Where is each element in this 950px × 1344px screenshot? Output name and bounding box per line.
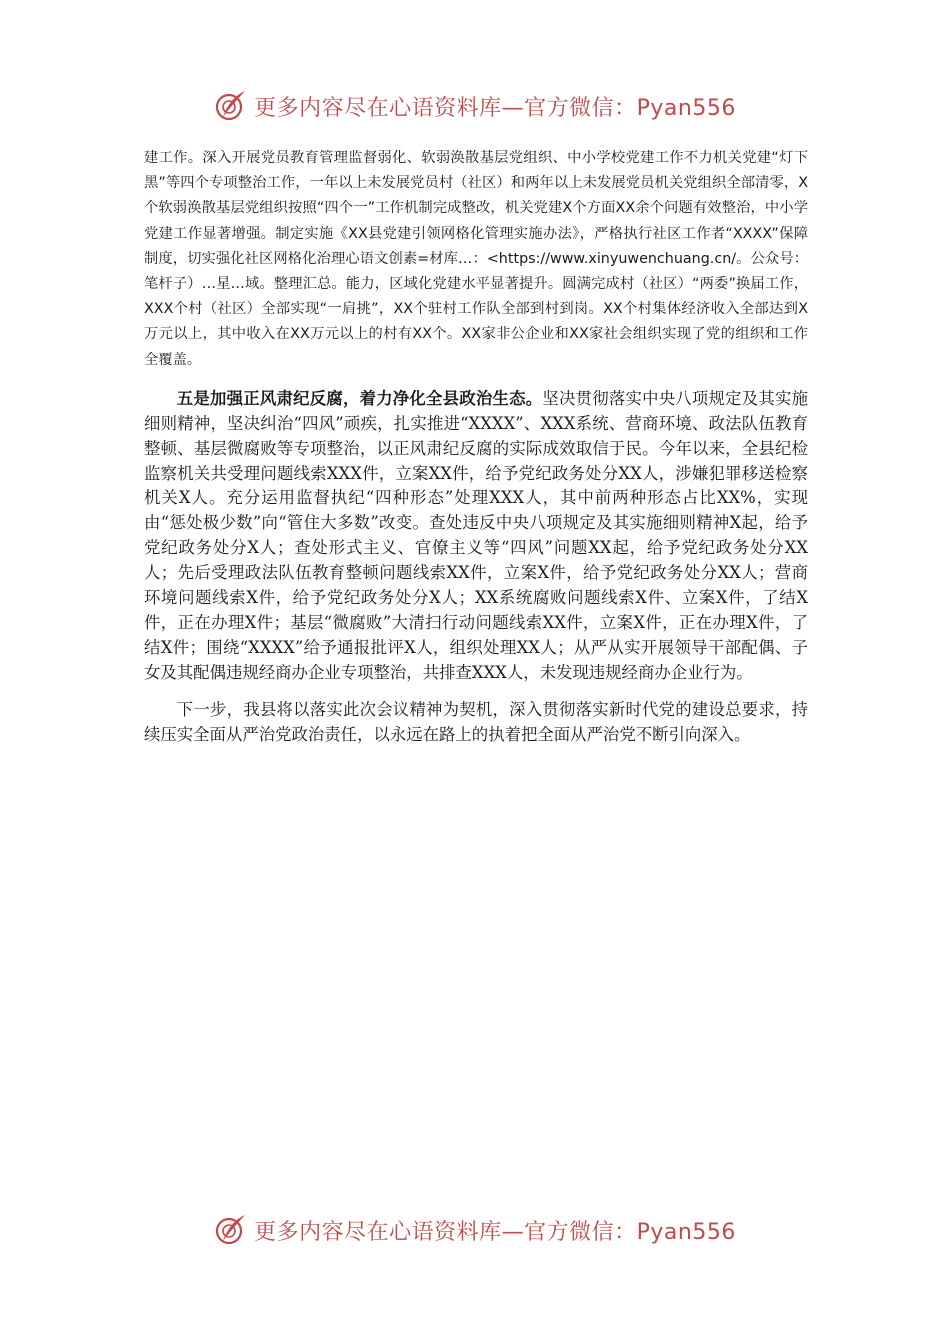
document-body: [144, 146, 808, 748]
paragraph-anti-corruption-body: 坚决贯彻落实中央八项规定及其实施细则精神，坚决纠治“四风”顽疾，扎实推进“XXXX”、XXX系统、营商环境、政法队伍教育整顿、基层微腐败等专项整治，以正风肃纪反腐的实际成效取信于民。今年以来，全县纪检监察机关共受理问题线索XXX件，立案XX件，给予党纪政务处分XX人，涉嫌犯罪移送检察机关X人。充分运用监督执纪“四种形态”处理XXX人，其中前两种形态占比XX%，实现由“惩处极少数”向“管住大多数”改变。查处违反中央八项规定及其实施细则精神X起，给予党纪政务处分X人；查处形式主义、官僚主义等“四风”问题XX起，给予党纪政务处分XX人；先后受理政法队伍教育整顿问题线索XX件，立案X件，给予党纪政务处分XX人；营商环境问题线索X件，给予党纪政务处分X人；XX系统腐败问题线索X件、立案X件，了结X件，正在办理X件；基层“微腐败”大清扫行动问题线索XX件，立案X件，正在办理X件，了结X件；围绕“XXXX”给予通报批评X人，组织处理XX人；从严从实开展领导干部配偶、子女及其配偶违规经商办企业专项整治，共排查XXX人，未发现违规经商办企业行为。: [144, 388, 809, 682]
watermark-text: 更多内容尽在心语资料库—官方微信：Pyan556: [254, 1219, 736, 1245]
watermark-text: 更多内容尽在心语资料库—官方微信：Pyan556: [254, 95, 736, 121]
paragraph-lead-heading: 五是加强正风肃纪反腐，着力净化全县政治生态。: [176, 388, 543, 408]
paragraph-party-building: 建工作。深入开展党员教育管理监督弱化、软弱涣散基层党组织、中小学校党建工作不力机关党建“灯下黑”等四个专项整治工作，一年以上未发展党员村（社区）和两年以上未发展党员机关党组织全部清零，X个软弱涣散基层党组织按照“四个一”工作机制完成整改，机关党建X个方面XX余个问题有效整治，中小学党建工作显著增强。制定实施《XX县党建引领网格化管理实施办法》，严格执行社区工作者“XXXX”保障制度，切实强化社区网格化治理心语文创素=材库…：<https://www.xinyuwenchuang.cn/。公众号：笔杆子）…星…域。整理汇总。能力，区域化党建水平显著提升。圆满完成村（社区）“两委”换届工作，XXX个村（社区）全部实现“一肩挑”，XX个驻村工作队全部到村到岗。XX个村集体经济收入全部达到X万元以上，其中收入在XX万元以上的村有XX个。XX家非公企业和XX家社会组织实现了党的组织和工作全覆盖。: [144, 150, 808, 368]
header-watermark: [0, 86, 950, 126]
quill-logo-icon: [214, 1213, 248, 1247]
paragraph-anti-corruption: [144, 387, 808, 686]
quill-logo-icon: [214, 89, 248, 123]
footer-watermark: [0, 1210, 950, 1250]
paragraph-next-steps: 下一步，我县将以落实此次会议精神为契机，深入贯彻落实新时代党的建设总要求，持续压实全面从严治党政治责任，以永远在路上的执着把全面从严治党不断引向深入。: [144, 699, 808, 744]
